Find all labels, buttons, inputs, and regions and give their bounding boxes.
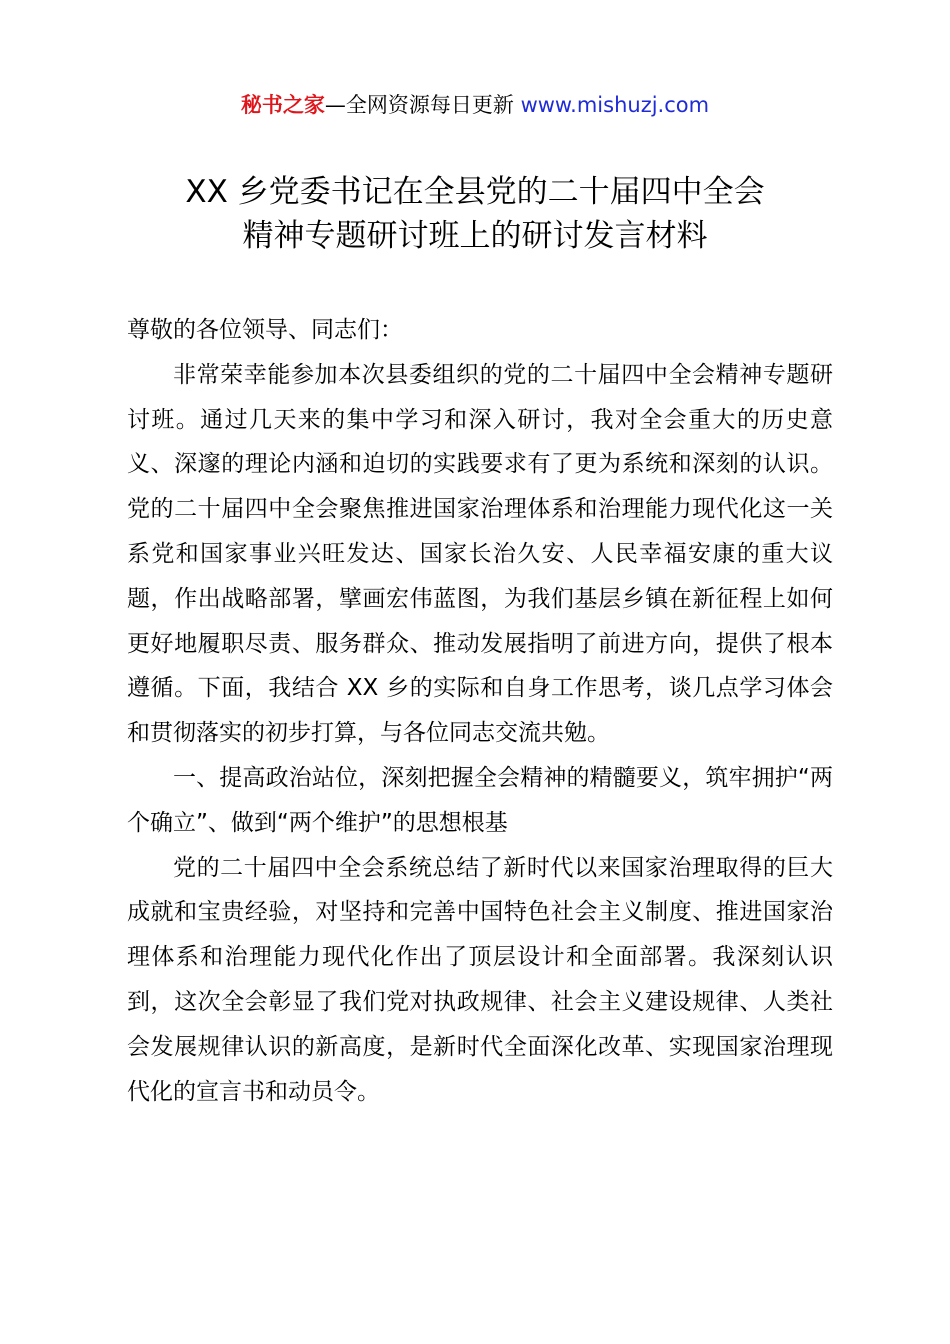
site-brand: 秘书之家: [240, 93, 325, 117]
section-heading-1: 一、提高政治站位，深刻把握全会精神的精髓要义，筑牢拥护“两个确立”、做到“两个维护”的思想根基: [127, 764, 833, 836]
document-body: [127, 308, 833, 1114]
paragraph-intro: 非常荣幸能参加本次县委组织的党的二十届四中全会精神专题研讨班。通过几天来的集中学习和深入研讨，我对全会重大的历史意义、深邃的理论内涵和迫切的实践要求有了更为系统和深刻的认识。党的二十届四中全会聚焦推进国家治理体系和治理能力现代化这一关系党和国家事业兴旺发达、国家长治久安、人民幸福安康的重大议题，作出战略部署，擘画宏伟蓝图，为我们基层乡镇在新征程上如何更好地履职尽责、服务群众、推动发展指明了前进方向，提供了根本遵循。下面，我结合 XX 乡的实际和自身工作思考，谈几点学习体会和贯彻落实的初步打算，与各位同志交流共勉。: [127, 361, 833, 747]
title-line-2: 精神专题研讨班上的研讨发言材料: [242, 218, 708, 254]
title-line-1: XX 乡党委书记在全县党的二十届四中全会: [185, 174, 765, 210]
document-title: [0, 170, 950, 258]
site-url[interactable]: www.mishuzj.com: [520, 93, 710, 117]
site-tagline: —全网资源每日更新: [324, 93, 521, 117]
site-header: [0, 90, 950, 120]
paragraph-section-1: 党的二十届四中全会系统总结了新时代以来国家治理取得的巨大成就和宝贵经验，对坚持和完善中国特色社会主义制度、推进国家治理体系和治理能力现代化作出了顶层设计和全面部署。我深刻认识到，这次全会彰显了我们党对执政规律、社会主义建设规律、人类社会发展规律认识的新高度，是新时代全面深化改革、实现国家治理现代化的宣言书和动员令。: [127, 854, 833, 1105]
salutation: 尊敬的各位领导、同志们：: [127, 317, 403, 343]
